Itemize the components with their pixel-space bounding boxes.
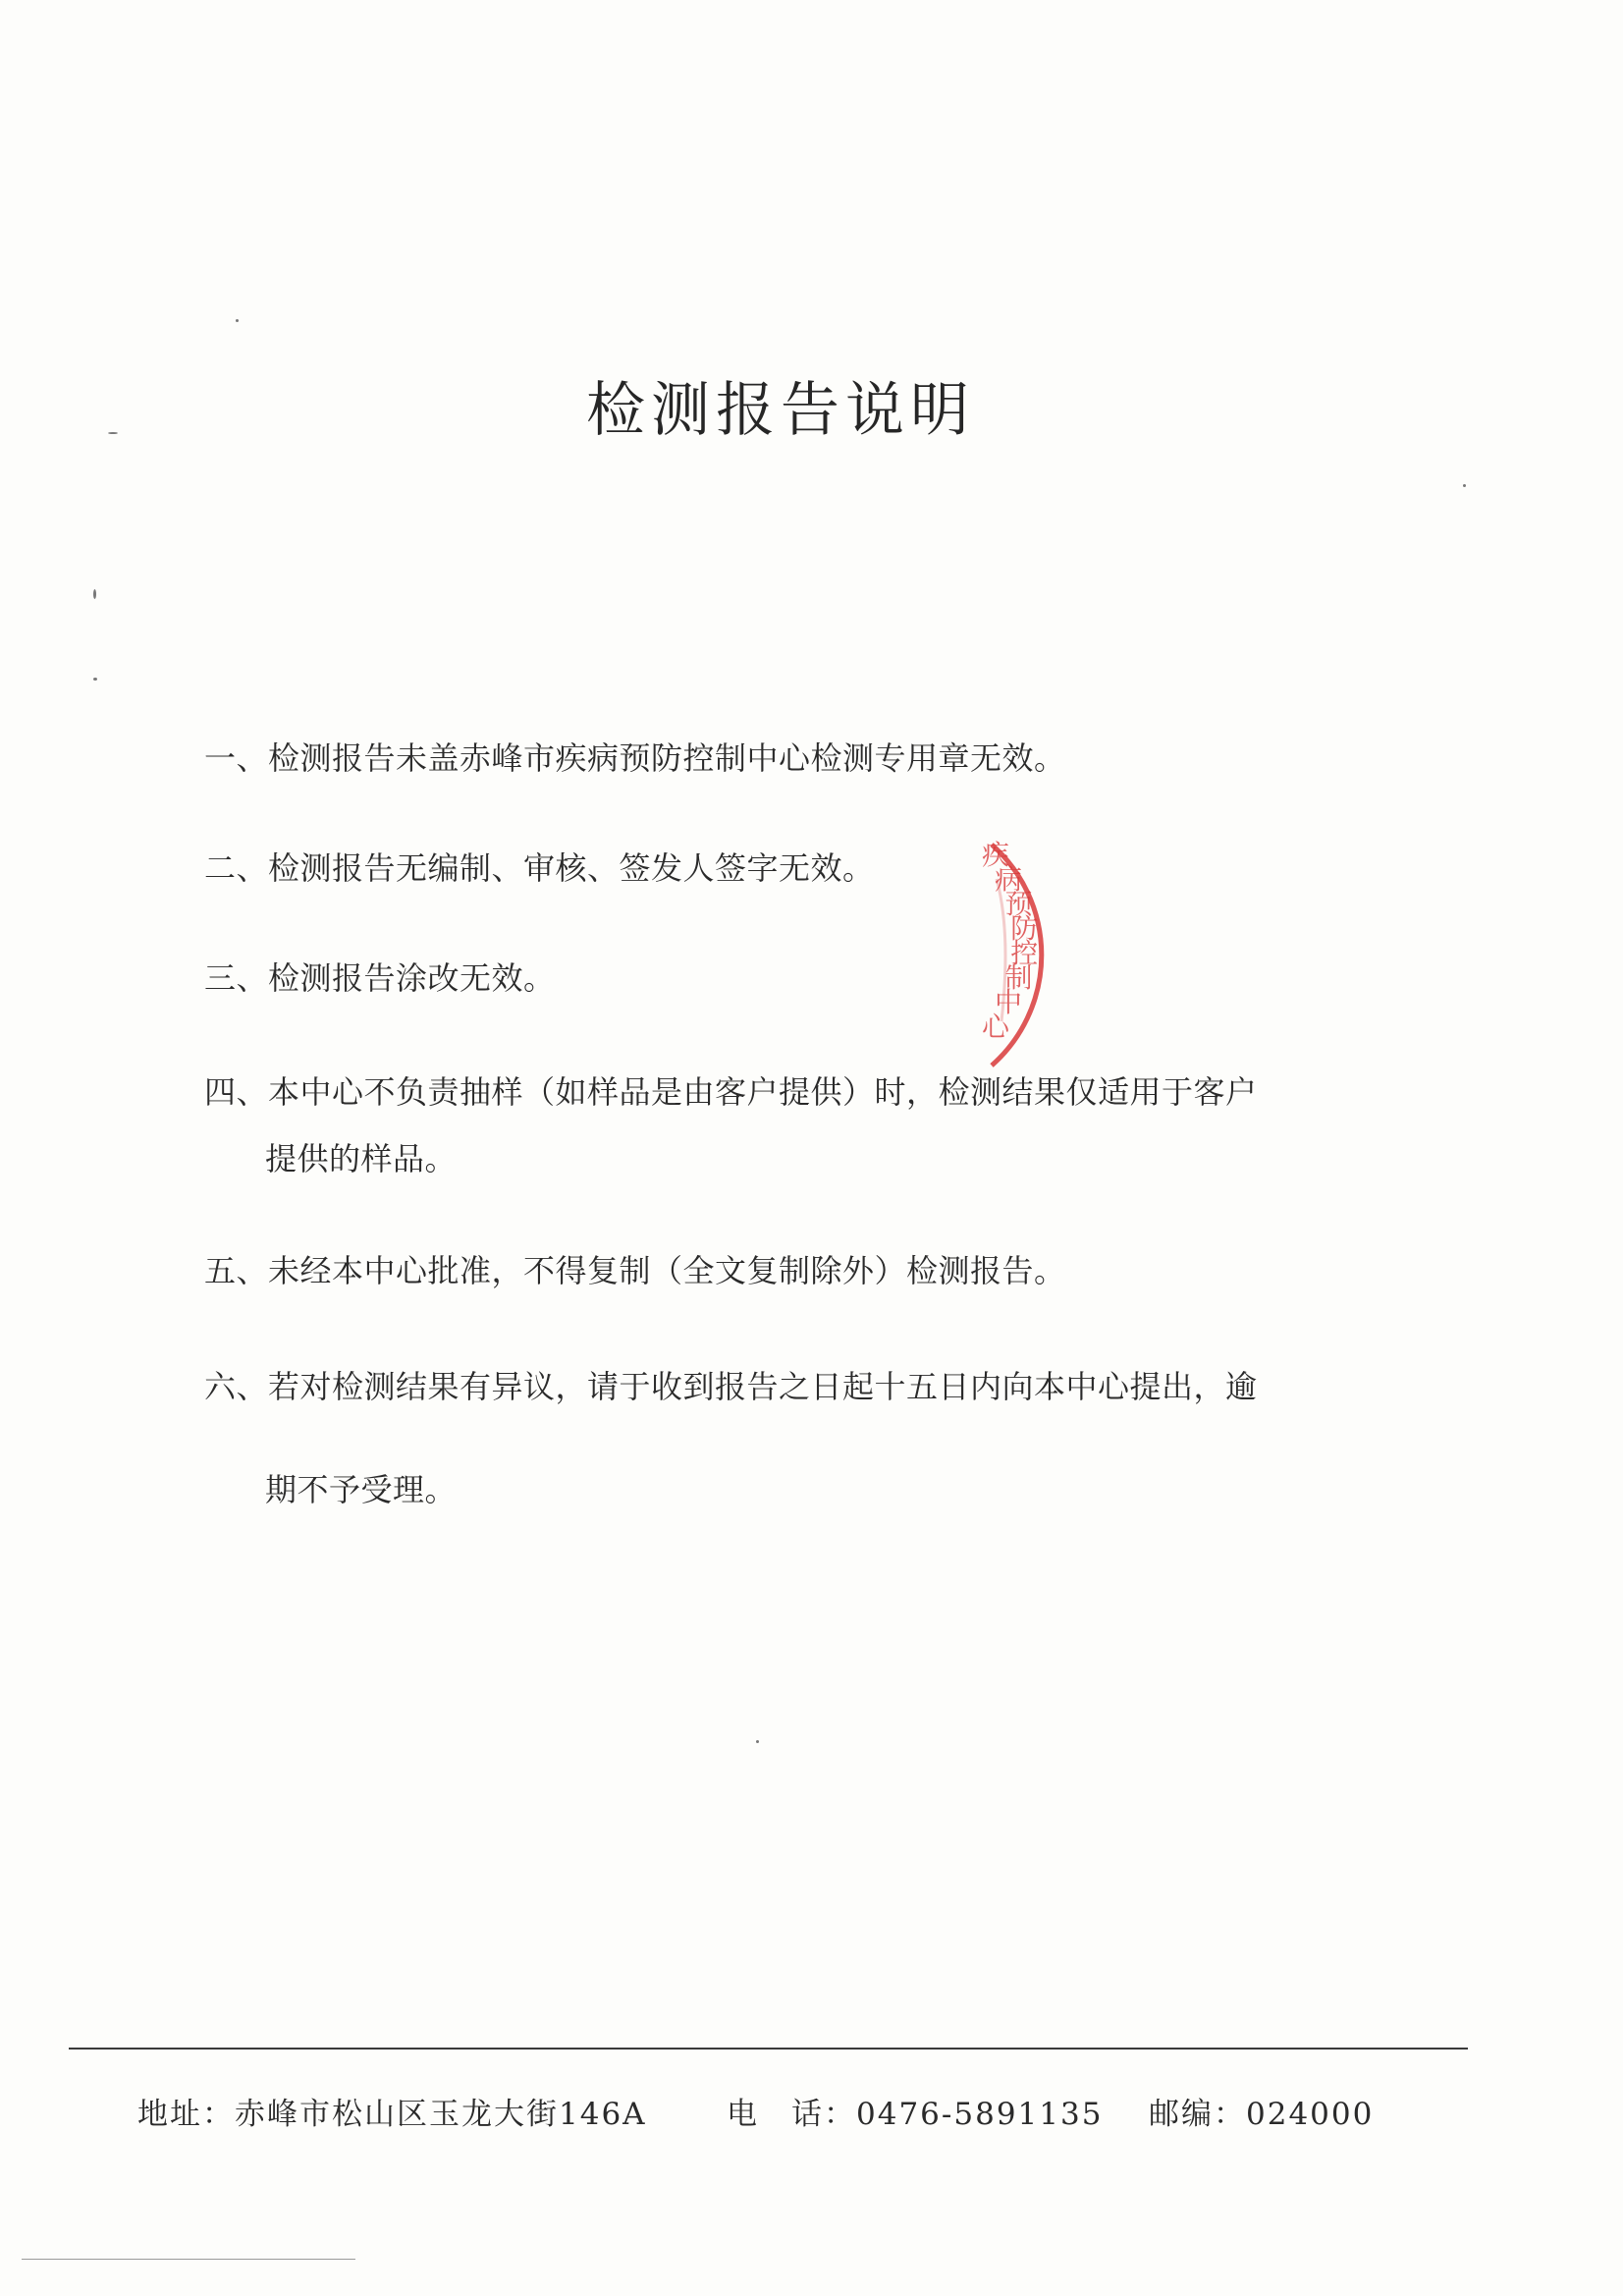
footer-postcode: 邮编：024000 <box>1149 2097 1375 2132</box>
scan-edge-line <box>22 2259 355 2260</box>
scan-speck <box>1463 484 1466 487</box>
footer-phone: 电 话：0476-5891135 <box>727 2097 1104 2132</box>
footer-address: 地址：赤峰市松山区玉龙大街146A <box>137 2097 647 2132</box>
scan-speck <box>236 319 239 322</box>
scan-speck <box>108 432 118 434</box>
svg-text:疾病预防控制中心: 疾病预防控制中心 <box>982 839 1039 1043</box>
official-seal <box>943 825 1100 1080</box>
scan-speck <box>756 1740 759 1743</box>
scan-speck <box>93 589 96 599</box>
item-text: 检测报告未盖赤峰市疾病预防控制中心检测专用章无效。 <box>268 739 1066 777</box>
list-item-6-continuation: 期不予受理。 <box>265 1471 458 1508</box>
item-text: 未经本中心批准，不得复制（全文复制除外）检测报告。 <box>268 1252 1066 1289</box>
list-item-5 <box>204 1249 1066 1292</box>
list-item-6 <box>204 1365 1258 1408</box>
item-number: 六、 <box>204 1368 269 1405</box>
list-item-2 <box>204 847 875 890</box>
item-text: 若对检测结果有异议，请于收到报告之日起十五日内向本中心提出，逾 <box>268 1368 1258 1405</box>
list-item-4-continuation: 提供的样品。 <box>265 1140 458 1177</box>
footer-divider <box>69 2048 1468 2050</box>
page-title: 检测报告说明 <box>586 376 975 445</box>
list-item-1 <box>204 737 1066 780</box>
item-number: 四、 <box>204 1073 269 1111</box>
item-number: 五、 <box>204 1252 269 1289</box>
item-text: 本中心不负责抽样（如样品是由客户提供）时，检测结果仅适用于客户 <box>268 1073 1258 1111</box>
item-text: 检测报告涂改无效。 <box>268 959 556 997</box>
item-number: 二、 <box>204 849 269 887</box>
item-number: 三、 <box>204 959 269 997</box>
item-text: 检测报告无编制、审核、签发人签字无效。 <box>268 849 875 887</box>
scan-speck <box>93 678 97 681</box>
list-item-3 <box>204 957 556 1000</box>
item-number: 一、 <box>204 739 269 777</box>
